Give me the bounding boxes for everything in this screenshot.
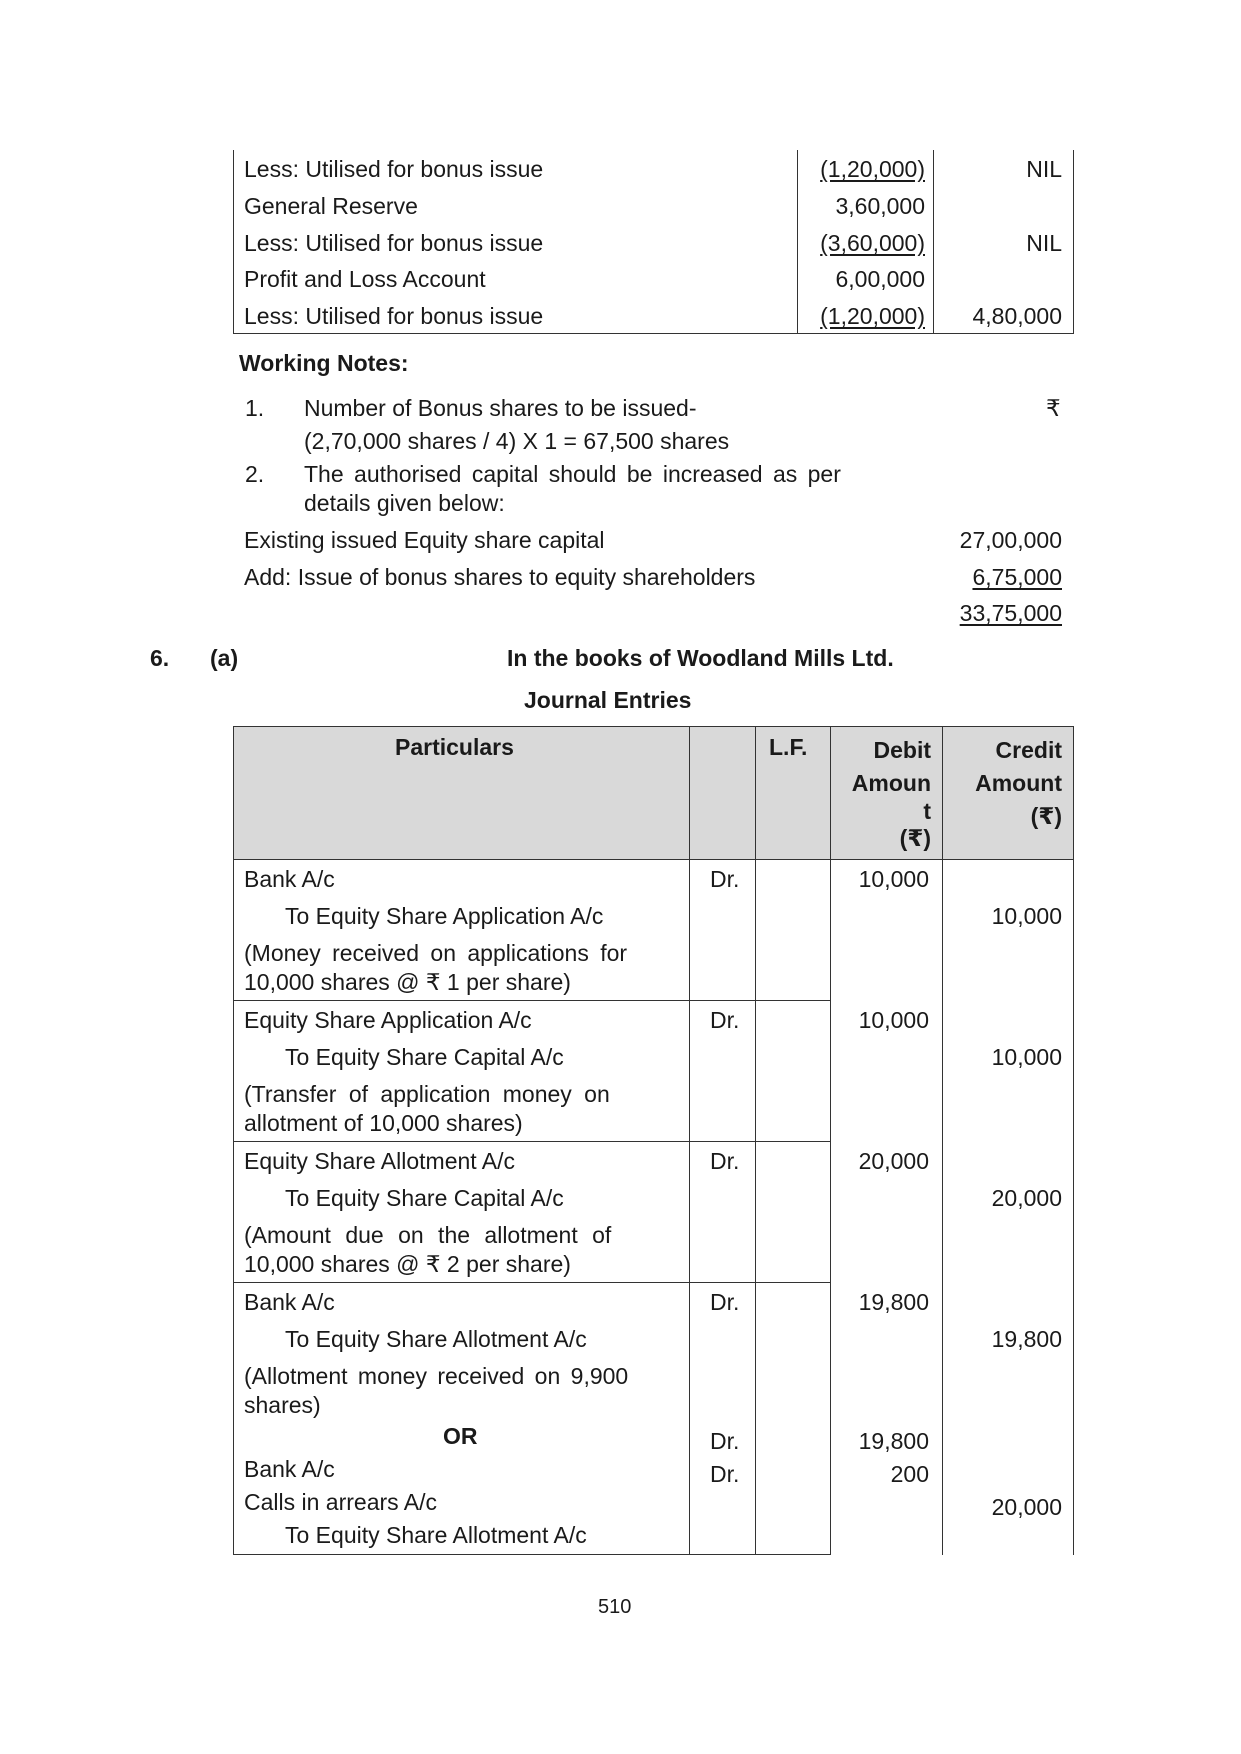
bonus-issue-value: 6,75,000 (972, 564, 1062, 590)
header-debit: Debit Amoun t (₹) (851, 737, 931, 851)
dr-label: Dr. (710, 1289, 740, 1315)
top-row-amount: 6,00,000 (835, 266, 925, 292)
top-row-amount: 3,60,000 (835, 193, 925, 219)
credit-amount: 20,000 (991, 1494, 1062, 1520)
top-row-label: Less: Utilised for bonus issue (244, 156, 544, 182)
credit-amount: 10,000 (991, 1044, 1062, 1070)
credit-account: To Equity Share Allotment A/c (285, 1326, 587, 1352)
journal-title: Journal Entries (524, 687, 692, 713)
note-text: Number of Bonus shares to be issued- (304, 395, 697, 421)
debit-account: Bank A/c (244, 866, 335, 892)
credit-account: To Equity Share Application A/c (285, 903, 604, 929)
top-row-total: NIL (1026, 230, 1062, 256)
or-label: OR (443, 1423, 478, 1449)
header-credit: Credit Amount (₹) (975, 737, 1062, 829)
debit-account: Equity Share Allotment A/c (244, 1148, 516, 1174)
credit-account: To Equity Share Allotment A/c (285, 1522, 587, 1548)
narration: allotment of 10,000 shares) (244, 1110, 523, 1136)
working-notes-heading: Working Notes: (239, 350, 409, 376)
top-row-label: Less: Utilised for bonus issue (244, 303, 544, 329)
narration: (Transfer of application money on (244, 1081, 610, 1107)
narration: 10,000 shares @ ₹ 2 per share) (244, 1251, 571, 1277)
question-number: 6. (150, 645, 170, 671)
debit-account: Calls in arrears A/c (244, 1489, 438, 1515)
debit-amount: 19,800 (858, 1428, 929, 1454)
bonus-issue-label: Add: Issue of bonus shares to equity shareholders (244, 564, 756, 590)
credit-account: To Equity Share Capital A/c (285, 1185, 564, 1211)
header-lf: L.F. (769, 734, 808, 760)
dr-label: Dr. (710, 866, 740, 892)
existing-capital-label: Existing issued Equity share capital (244, 527, 605, 553)
narration: (Allotment money received on 9,900 (244, 1363, 629, 1389)
debit-amount: 20,000 (858, 1148, 929, 1174)
credit-amount: 19,800 (991, 1326, 1062, 1352)
books-title: In the books of Woodland Mills Ltd. (507, 645, 894, 671)
top-row-total: NIL (1026, 156, 1062, 182)
top-row-amount: (3,60,000) (820, 230, 925, 256)
narration: 10,000 shares @ ₹ 1 per share) (244, 969, 571, 995)
top-row-label: Less: Utilised for bonus issue (244, 230, 544, 256)
narration: shares) (244, 1392, 321, 1418)
note-number: 1. (245, 395, 265, 421)
page-number: 510 (598, 1596, 632, 1618)
top-row-amount: (1,20,000) (820, 156, 925, 182)
credit-account: To Equity Share Capital A/c (285, 1044, 564, 1070)
credit-amount: 20,000 (991, 1185, 1062, 1211)
debit-amount: 10,000 (858, 1007, 929, 1033)
rupee-symbol: ₹ (1046, 395, 1061, 421)
dr-label: Dr. (710, 1461, 740, 1487)
debit-account: Equity Share Application A/c (244, 1007, 532, 1033)
top-row-label: General Reserve (244, 193, 418, 219)
top-row-label: Profit and Loss Account (244, 266, 486, 292)
top-row-total: 4,80,000 (972, 303, 1062, 329)
note-text: details given below: (304, 490, 505, 516)
debit-amount: 10,000 (858, 866, 929, 892)
capital-total-value: 33,75,000 (959, 600, 1062, 626)
question-part: (a) (210, 645, 239, 671)
credit-amount: 10,000 (991, 903, 1062, 929)
narration: (Amount due on the allotment of (244, 1222, 612, 1248)
note-text: The authorised capital should be increased as per (304, 461, 841, 487)
dr-label: Dr. (710, 1007, 740, 1033)
dr-label: Dr. (710, 1428, 740, 1454)
dr-label: Dr. (710, 1148, 740, 1174)
note-number: 2. (245, 461, 265, 487)
top-row-amount: (1,20,000) (820, 303, 925, 329)
debit-amount: 19,800 (858, 1289, 929, 1315)
narration: (Money received on applications for (244, 940, 628, 966)
debit-account: Bank A/c (244, 1456, 335, 1482)
debit-account: Bank A/c (244, 1289, 335, 1315)
debit-amount: 200 (890, 1461, 929, 1487)
existing-capital-value: 27,00,000 (959, 527, 1062, 553)
note-text: (2,70,000 shares / 4) X 1 = 67,500 shares (304, 428, 730, 454)
header-particulars: Particulars (395, 734, 514, 760)
